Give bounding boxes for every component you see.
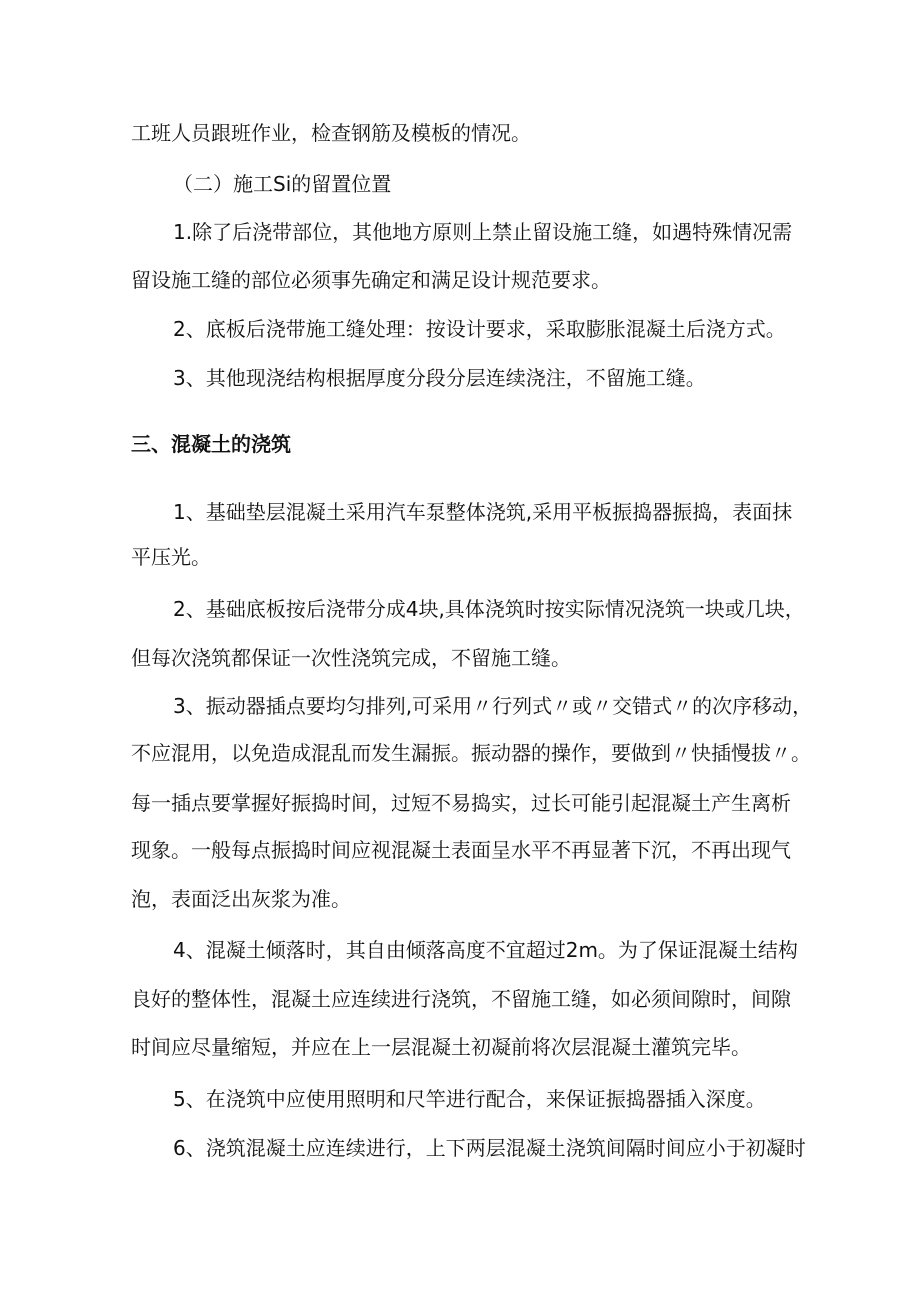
text-line: 现象。一般每点振捣时间应视混凝土表面呈水平不再显著下沉，不再出现气 <box>131 838 791 862</box>
text-line: 每一插点要掌握好振捣时间，过短不易捣实，过长可能引起混凝土产生离析 <box>131 791 791 815</box>
text-line: 工班人员跟班作业，检查钢筋及模板的情况。 <box>131 121 531 145</box>
text-line: 良好的整体性，混凝土应连续进行浇筑，不留施工缝，如必须间隙时，间隙 <box>131 987 791 1011</box>
text-line: 泡，表面泛出灰浆为准。 <box>131 887 351 911</box>
text-line: 6、浇筑混凝土应连续进行，上下两层混凝土浇筑间隔时间应小于初凝时 <box>173 1136 806 1160</box>
text-line: 3、振动器插点要均匀排列,可采用〃行列式〃或〃交错式〃的次序移动， <box>173 694 813 718</box>
text-line: 不应混用，以免造成混乱而发生漏振。振动器的操作，要做到〃快插慢拔〃。 <box>131 741 811 765</box>
text-line: 平压光。 <box>131 545 211 569</box>
text-line: 时间应尽量缩短，并应在上一层混凝土初凝前将次层混凝土灌筑完毕。 <box>131 1035 751 1059</box>
text-line: 2、基础底板按后浇带分成4块,具体浇筑时按实际情况浇筑一块或几块， <box>173 597 805 621</box>
section-subheading: （二）施工Si的留置位置 <box>173 172 392 196</box>
text-line: 4、混凝土倾落时，其自由倾落高度不宜超过2m。为了保证混凝土结构 <box>173 938 798 962</box>
section-heading: 三、混凝土的浇筑 <box>131 432 291 456</box>
text-line: 2、底板后浇带施工缝处理：按设计要求，采取膨胀混凝土后浇方式。 <box>173 317 786 341</box>
text-line: 5、在浇筑中应使用照明和尺竿进行配合，来保证振捣器插入深度。 <box>173 1087 766 1111</box>
text-line: 1.除了后浇带部位，其他地方原则上禁止留设施工缝，如遇特殊情况需 <box>173 220 793 244</box>
text-line: 留设施工缝的部位必须事先确定和满足设计规范要求。 <box>131 268 611 292</box>
text-line: 3、其他现浇结构根据厚度分段分层连续浇注，不留施工缝。 <box>173 366 706 390</box>
text-line: 但每次浇筑都保证一次性浇筑完成，不留施工缝。 <box>131 646 571 670</box>
text-line: 1、基础垫层混凝土采用汽车泵整体浇筑,采用平板振捣器振捣，表面抹 <box>173 500 793 524</box>
